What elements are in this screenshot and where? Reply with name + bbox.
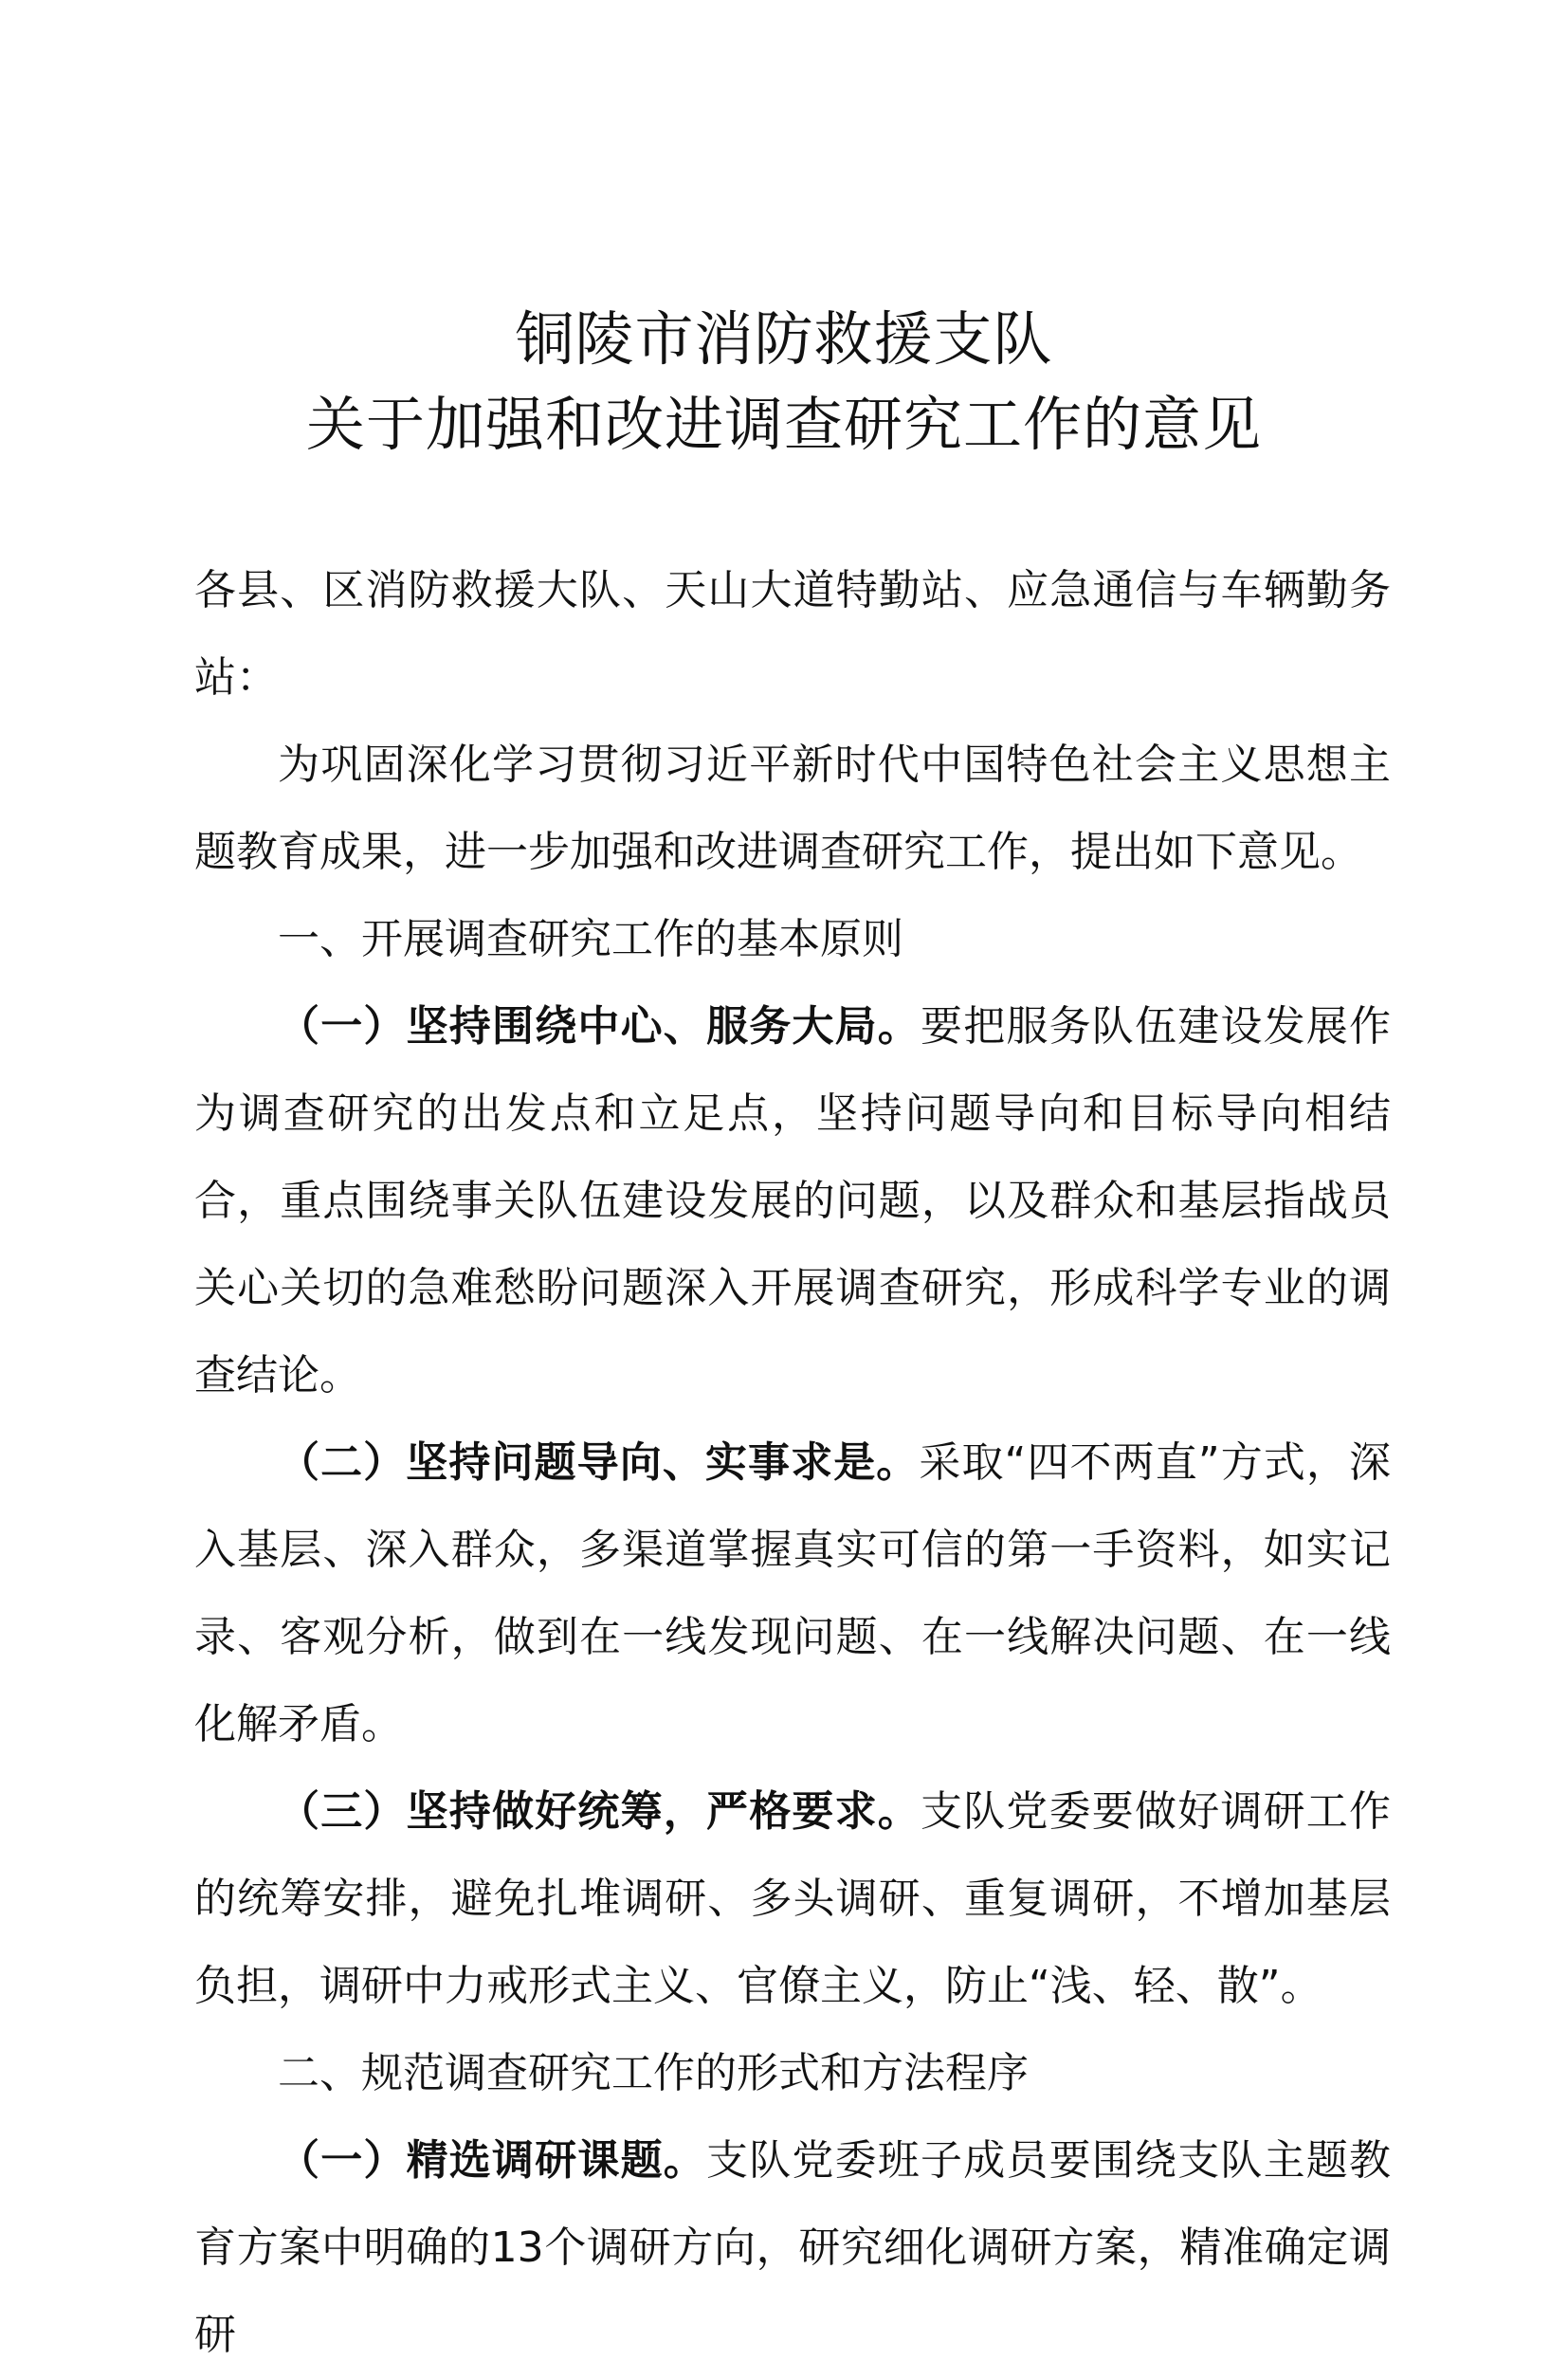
document-title-line1: 铜陵市消防救援支队 (515, 304, 1053, 374)
salutation: 各县、区消防救援大队、天山大道特勤站、应急通信与车辆勤务站： (194, 566, 1391, 702)
section-heading-2: 二、规范调查研究工作的形式和方法程序 (278, 2049, 1029, 2097)
principle-2-lead: （二）坚持问题导向、实事求是。 (278, 1438, 920, 1487)
method-1-text: 支队党委班子成员要围绕支队主题教育方案中明确的13个调研方向，研究细化调研方案，精准确定调研 (194, 2136, 1391, 2359)
principle-2 (194, 1419, 1391, 1768)
principle-3-text: 支队党委要做好调研工作的统筹安排，避免扎堆调研、多头调研、重复调研，不增加基层负担，调研中力戒形式主义、官僚主义，防止“浅、轻、散”。 (194, 1787, 1391, 2010)
document-title-line2: 关于加强和改进调查研究工作的意见 (305, 390, 1262, 459)
document-body (194, 547, 1391, 2379)
principle-1-lead: （一）坚持围绕中心、服务大局。 (278, 1002, 921, 1051)
section-heading-1: 一、开展调查研究工作的基本原则 (278, 915, 903, 963)
principle-1-text: 要把服务队伍建设发展作为调查研究的出发点和立足点，坚持问题导向和目标导向相结合，重点围绕事关队伍建设发展的问题，以及群众和基层指战员关心关切的急难愁盼问题深入开展调查研究，形成科学专业的调查结论。 (194, 1002, 1391, 1400)
principle-2-text: 采取“四不两直”方式，深入基层、深入群众，多渠道掌握真实可信的第一手资料，如实记录、客观分析，做到在一线发现问题、在一线解决问题、在一线化解矛盾。 (194, 1438, 1391, 1748)
principle-3 (194, 1768, 1391, 2030)
method-1-lead: （一）精选调研课题。 (278, 2136, 706, 2185)
method-1 (194, 2117, 1391, 2379)
principle-1 (194, 983, 1391, 1419)
principle-3-lead: （三）坚持做好统筹，严格要求。 (278, 1787, 921, 1836)
intro-paragraph: 为巩固深化学习贯彻习近平新时代中国特色社会主义思想主题教育成果，进一步加强和改进调查研究工作，提出如下意见。 (194, 741, 1391, 876)
